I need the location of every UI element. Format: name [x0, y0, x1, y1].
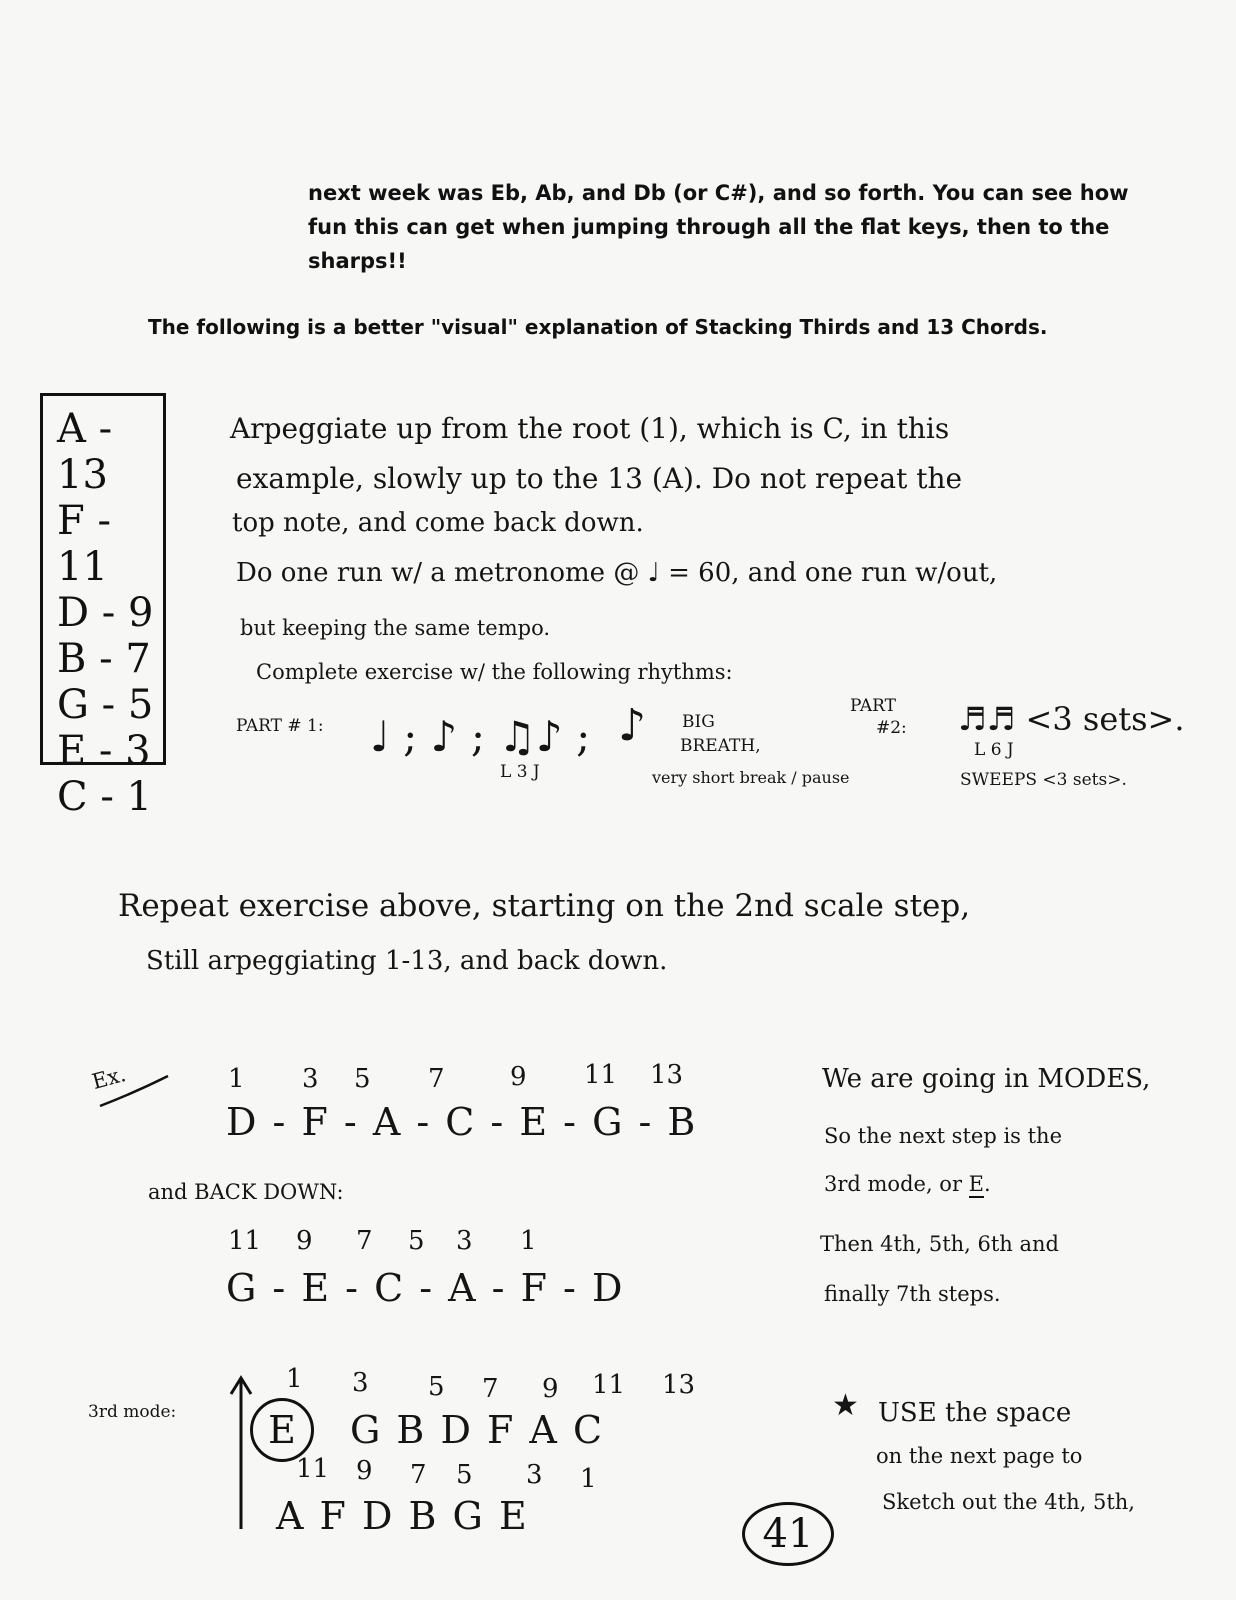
triplet-label: L 3 J	[500, 762, 540, 782]
page-number: 41	[742, 1502, 834, 1566]
degree: 5	[354, 1064, 371, 1094]
degree: 1	[580, 1464, 597, 1494]
example-underline-icon	[96, 1072, 176, 1112]
modes-line-3: 3rd mode, or E.	[824, 1172, 991, 1196]
degree: 1	[520, 1226, 537, 1256]
part2-number: #2:	[876, 718, 907, 738]
degree: 11	[592, 1370, 626, 1400]
degree: 9	[510, 1062, 527, 1092]
circled-root-e: E	[250, 1398, 314, 1462]
instruction-line-6: Complete exercise w/ the following rhythms:	[256, 660, 733, 684]
intro-line-3: sharps!!	[308, 249, 407, 273]
sweeps-label: SWEEPS <3 sets>.	[960, 770, 1127, 790]
instruction-line-2: example, slowly up to the 13 (A). Do not repeat the	[236, 462, 963, 495]
stack-row: C - 1	[57, 774, 152, 820]
degree: 9	[296, 1226, 313, 1256]
degree: 7	[356, 1226, 373, 1256]
modes-line-5: finally 7th steps.	[824, 1282, 1001, 1306]
section-heading: The following is a better "visual" explanation of Stacking Thirds and 13 Chords.	[148, 315, 1048, 339]
degree: 3	[526, 1460, 543, 1490]
instruction-line-5: but keeping the same tempo.	[240, 616, 551, 640]
degree: 11	[296, 1454, 330, 1484]
stack-row: D - 9	[57, 590, 154, 636]
third-mode-label: 3rd mode:	[88, 1402, 177, 1422]
modes-line-1: We are going in MODES,	[822, 1064, 1151, 1094]
degree: 11	[228, 1226, 262, 1256]
degree: 9	[542, 1374, 559, 1404]
degree: 5	[408, 1226, 425, 1256]
rest-note: ♪	[618, 700, 647, 751]
degree: 11	[584, 1060, 618, 1090]
stack-row: B - 7	[57, 636, 151, 682]
sextuplet-label: L 6 J	[974, 740, 1014, 760]
stack-row: F - 11	[57, 498, 111, 590]
modes-line-4: Then 4th, 5th, 6th and	[820, 1232, 1059, 1256]
third-mode-up-notes: G B D F A C	[350, 1408, 605, 1452]
example-down-notes: G - E - C - A - F - D	[226, 1266, 625, 1310]
degree: 1	[228, 1064, 245, 1094]
instruction-line-4: Do one run w/ a metronome @ ♩ = 60, and one run w/out,	[236, 558, 998, 588]
up-down-arrow-icon	[226, 1374, 256, 1534]
back-down-label: and BACK DOWN:	[148, 1180, 344, 1204]
chord-stack-box	[40, 393, 166, 820]
part2-notes: ♬♬ <3 sets>.	[958, 700, 1185, 738]
star-icon: ★	[832, 1388, 859, 1423]
part2-label: PART	[850, 696, 896, 716]
degree: 5	[428, 1372, 445, 1402]
stack-row: A - 13	[57, 406, 113, 498]
part1-notes: ♩ ; ♪ ; ♫♪ ;	[370, 712, 591, 761]
degree: 13	[650, 1060, 684, 1090]
pause-note: very short break / pause	[652, 768, 850, 787]
modes-line-2: So the next step is the	[824, 1124, 1063, 1148]
repeat-line-2: Still arpeggiating 1-13, and back down.	[146, 946, 668, 976]
stack-row: E - 3	[57, 728, 151, 774]
intro-line-1: next week was Eb, Ab, and Db (or C#), and so forth. You can see how	[308, 181, 1129, 205]
instruction-line-1: Arpeggiate up from the root (1), which is C, in this	[230, 412, 950, 445]
degree: 7	[482, 1374, 499, 1404]
use-space-line-3: Sketch out the 4th, 5th,	[882, 1490, 1135, 1514]
degree: 5	[456, 1460, 473, 1490]
degree: 3	[456, 1226, 473, 1256]
instruction-line-3: top note, and come back down.	[232, 508, 644, 538]
repeat-line-1: Repeat exercise above, starting on the 2nd scale step,	[118, 888, 971, 924]
degree: 3	[352, 1368, 369, 1398]
degree: 1	[286, 1364, 303, 1394]
degree: 13	[662, 1370, 696, 1400]
example-up-notes: D - F - A - C - E - G - B	[226, 1100, 698, 1144]
degree: 7	[428, 1064, 445, 1094]
use-space-line-2: on the next page to	[876, 1444, 1083, 1468]
stack-row: G - 5	[57, 682, 154, 728]
intro-line-2: fun this can get when jumping through all the flat keys, then to the	[308, 215, 1110, 239]
degree: 9	[356, 1456, 373, 1486]
mode-e-underlined: E	[968, 1172, 984, 1196]
part1-label: PART # 1:	[236, 716, 324, 736]
degree: 7	[410, 1460, 427, 1490]
example-label: Ex.	[89, 1062, 129, 1094]
use-space-line-1: USE the space	[878, 1398, 1072, 1428]
breath-label: BREATH,	[680, 736, 761, 756]
third-mode-down-notes: A F D B G E	[276, 1494, 529, 1538]
big-label: BIG	[682, 712, 715, 732]
degree: 3	[302, 1064, 319, 1094]
